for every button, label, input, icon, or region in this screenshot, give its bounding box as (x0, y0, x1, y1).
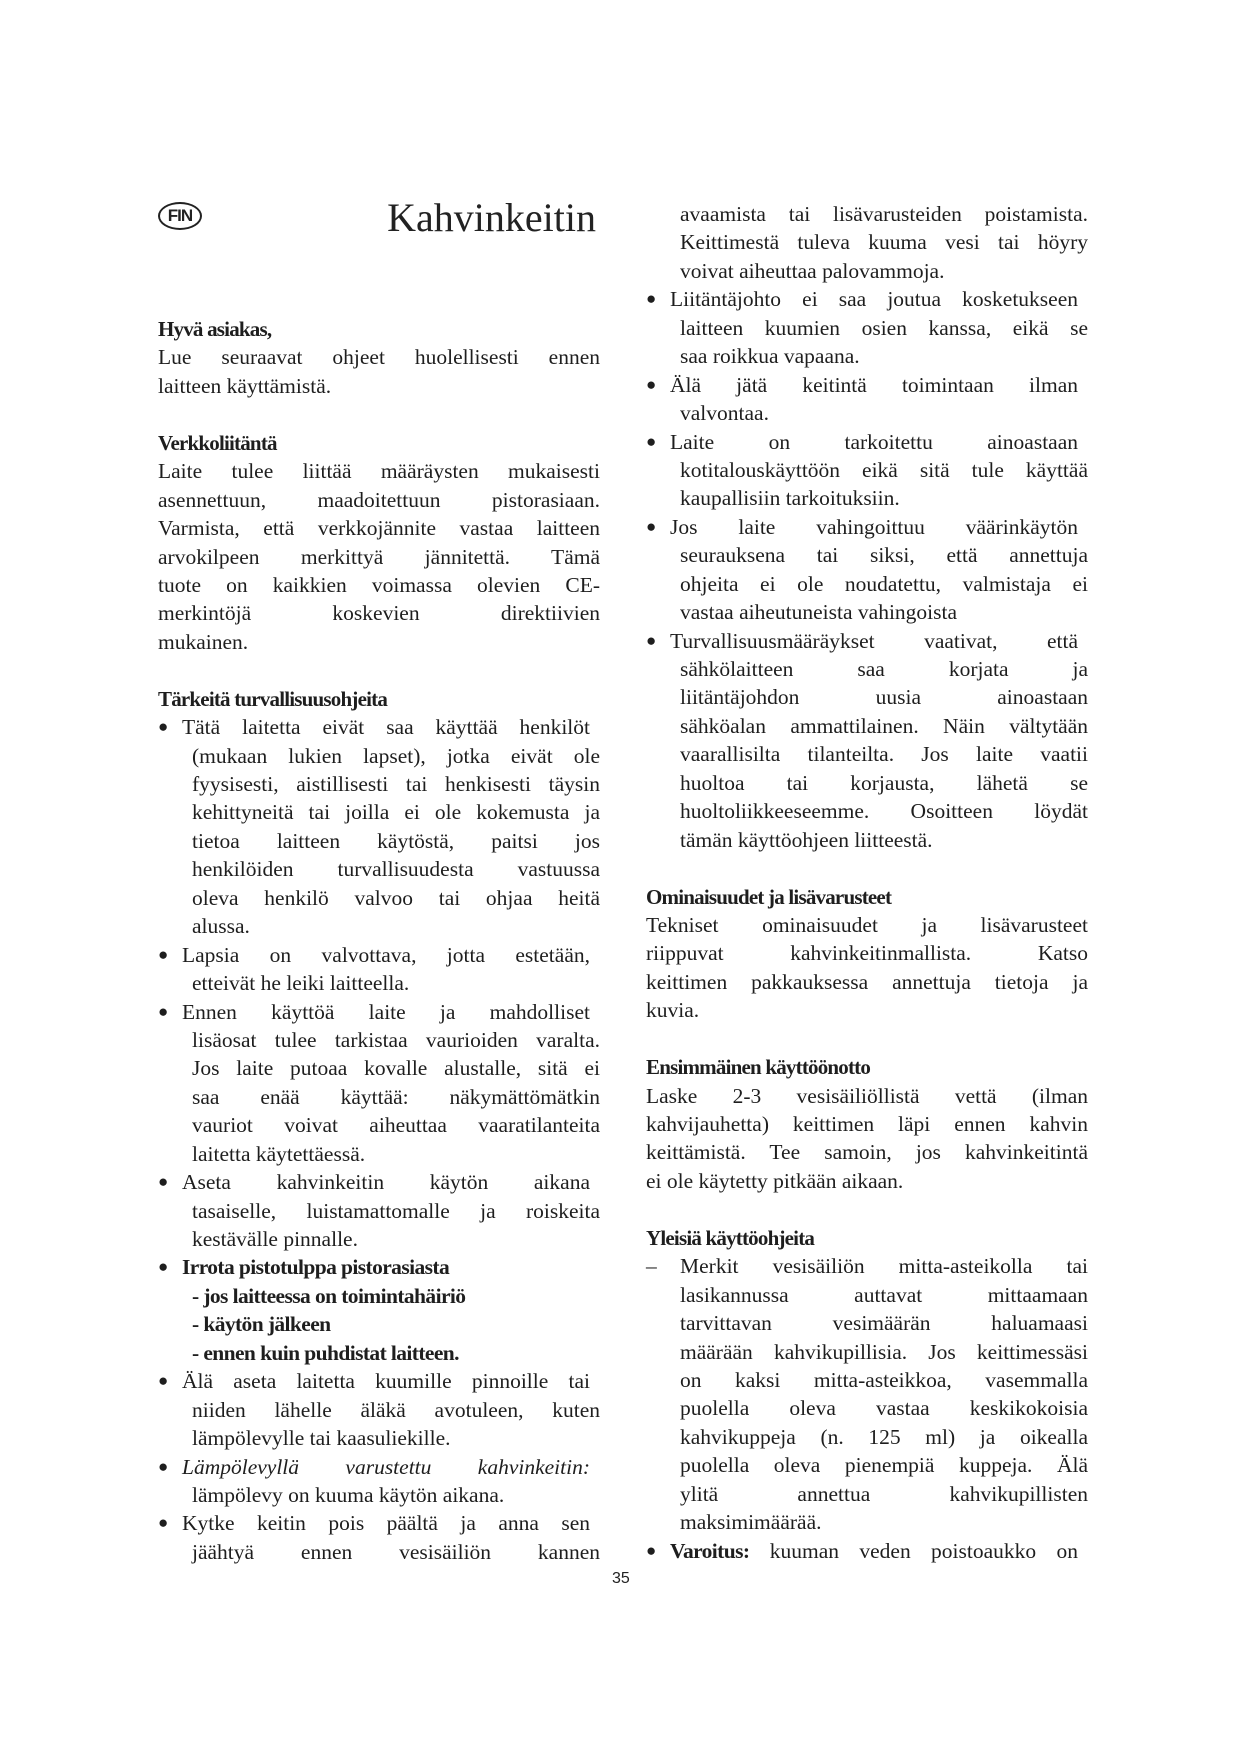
line-text: Laite on tarkoitettu ainoastaan (670, 429, 1078, 454)
line-text: merkintöjä koskevien direktiivien (158, 601, 600, 626)
paragraph (646, 1082, 1088, 1196)
line-text: Ennen käyttöä laite ja mahdolliset (182, 999, 590, 1024)
text-line (158, 372, 600, 400)
line-text: tämän käyttöohjeen liitteestä. (680, 827, 933, 852)
text-line (646, 1423, 1088, 1451)
line-text: kuvia. (646, 998, 700, 1023)
line-text: vastaa aiheutuneista vahingoista (680, 600, 958, 625)
line-text: Liitäntäjohto ei saa joutua kosketukseen (670, 287, 1078, 312)
line-text: Älä jätä keitintä toimintaan ilman (670, 372, 1078, 397)
text-line (158, 1282, 600, 1310)
line-text: puolella oleva vastaa keskikokoisia (680, 1396, 1088, 1421)
line-text: puolella oleva pienempiä kuppeja. Älä (680, 1453, 1088, 1478)
text-line (158, 457, 600, 485)
line-text: sähkölaitteen saa korjata ja (680, 657, 1088, 681)
line-text: lasikannussa auttavat mittaamaan (680, 1282, 1088, 1307)
line-text: liitäntäjohdon uusia ainoastaan (680, 685, 1088, 710)
line-text: Kytke keitin pois päältä ja anna sen (182, 1511, 590, 1536)
text-line (646, 428, 1088, 456)
blank-line (158, 656, 600, 684)
text-line (158, 1225, 600, 1253)
text-line (646, 1167, 1088, 1195)
text-line (646, 911, 1088, 939)
bullet-icon: ● (646, 516, 657, 536)
text-line (646, 712, 1088, 740)
bullet-item (158, 1453, 600, 1510)
text-line (158, 1453, 600, 1481)
section-heading: Verkkoliitäntä (158, 430, 277, 455)
line-text: ei ole käytetty pitkään aikaan. (646, 1168, 904, 1193)
language-badge-fin: FIN (158, 202, 202, 230)
text-line (646, 314, 1088, 342)
line-text: ylitä annettua kahvikupillisten (680, 1481, 1088, 1506)
text-line (158, 1367, 600, 1395)
line-text: huoltoliikkeeseemme. Osoitteen löydät (680, 799, 1088, 824)
paragraph (158, 457, 600, 656)
text-line (158, 1253, 600, 1281)
text-line (646, 939, 1088, 967)
text-line (646, 1082, 1088, 1110)
text-line (158, 969, 600, 997)
line-text: fyysisesti, aistillisesti tai henkisesti täysin (192, 772, 600, 796)
line-text: Tätä laitetta eivät saa käyttää henkilöt (182, 715, 590, 740)
line-text: - jos laitteessa on toimintahäiriö (192, 1283, 466, 1308)
text-line (158, 486, 600, 514)
bullet-item (646, 627, 1088, 855)
bullet-icon: ● (158, 1001, 169, 1021)
line-text: lämpölevylle tai kaasuliekille. (192, 1426, 451, 1451)
text-line (646, 541, 1088, 569)
bullet-icon: ● (158, 1371, 169, 1391)
line-text: Merkit vesisäiliön mitta-asteikolla tai (680, 1254, 1088, 1279)
line-text-rest: kuuman veden poistoaukko on (749, 1538, 1078, 1563)
line-text: ohjeita ei ole noudatettu, valmistaja ei (680, 571, 1088, 596)
bullet-item (158, 1367, 600, 1452)
bullet-icon: ● (158, 1456, 169, 1476)
text-line (646, 1110, 1088, 1138)
text-line (158, 998, 600, 1026)
text-line (158, 855, 600, 883)
line-text: vaarallisilta tilanteilta. Jos laite vaatii (680, 742, 1088, 767)
bullet-icon: ● (646, 1540, 657, 1560)
line-text: asennettuun, maadoitettuun pistorasiaan. (158, 487, 600, 512)
line-text: riippuvat kahvinkeitinmallista. Katso (646, 941, 1088, 966)
line-text: etteivät he leiki laitteella. (192, 971, 410, 996)
text-line (646, 342, 1088, 370)
line-text: laitteen kuumien osien kanssa, eikä se (680, 315, 1088, 340)
bullet-icon: ● (646, 374, 657, 394)
bullet-item (646, 285, 1088, 370)
line-text: saa roikkua vapaana. (680, 344, 860, 369)
text-line (646, 1281, 1088, 1309)
line-text: Älä aseta laitetta kuumille pinnoille tai (182, 1369, 590, 1394)
line-text: Lämpölevyllä varustettu kahvinkeitin: (182, 1454, 590, 1479)
line-text: Aseta kahvinkeitin käytön aikana (182, 1170, 590, 1195)
text-line (158, 514, 600, 542)
line-text: lisäosat tulee tarkistaa vaurioiden varalta. (192, 1027, 600, 1052)
line-text: kestävälle pinnalle. (192, 1227, 358, 1251)
text-line (158, 1538, 600, 1566)
text-line (158, 1396, 600, 1424)
paragraph (646, 911, 1088, 1025)
text-line (158, 1026, 600, 1054)
bullet-item (158, 998, 600, 1169)
paragraph (158, 343, 600, 400)
text-line (646, 655, 1088, 683)
line-text: (mukaan lukien lapset), jotka eivät ole (192, 743, 600, 768)
section-heading: Ominaisuudet ja lisävarusteet (646, 884, 892, 909)
text-line (158, 1083, 600, 1111)
line-text: - ennen kuin puhdistat laitteen. (192, 1340, 459, 1365)
text-line (158, 827, 600, 855)
line-text: Irrota pistotulppa pistorasiasta (182, 1255, 450, 1280)
text-line (158, 599, 600, 627)
line-text: Lapsia on valvottava, jotta estetään, (182, 942, 590, 967)
line-text: huoltoa tai korjausta, lähetä se (680, 770, 1088, 795)
text-line (646, 200, 1088, 228)
bullet-item (646, 371, 1088, 428)
right-column (646, 200, 1088, 1565)
text-line (646, 399, 1088, 427)
line-text: Lue seuraavat ohjeet huolellisesti ennen (158, 345, 600, 370)
text-line (646, 740, 1088, 768)
bullet-item (646, 513, 1088, 627)
line-text: vauriot voivat aiheuttaa vaaratilanteita (192, 1113, 600, 1138)
text-line (646, 484, 1088, 512)
text-line (158, 571, 600, 599)
bullet-icon: ● (158, 1172, 169, 1192)
line-text: - käytön jälkeen (192, 1312, 331, 1337)
text-line (158, 912, 600, 940)
dash-icon: – (646, 1254, 657, 1279)
text-line (646, 598, 1088, 626)
line-text: Varmista, että verkkojännite vastaa laitteen (158, 516, 600, 541)
line-text: laitetta käytettäessä. (192, 1141, 366, 1166)
text-line (646, 257, 1088, 285)
text-line (646, 1338, 1088, 1366)
section-heading: Ensimmäinen käyttöönotto (646, 1055, 871, 1080)
line-text: keittämistä. Tee samoin, jos kahvinkeitintä (646, 1140, 1088, 1165)
line-text: seurauksena tai siksi, että annettuja (680, 543, 1088, 568)
bullet-item (646, 428, 1088, 513)
line-text: tietoa laitteen käytöstä, paitsi jos (192, 828, 600, 853)
text-line (646, 1508, 1088, 1536)
section-heading: Tärkeitä turvallisuusohjeita (158, 686, 388, 711)
line-text: Keittimestä tuleva kuuma vesi tai höyry (680, 230, 1088, 255)
line-text: jäähtyä ennen vesisäiliön kannen (192, 1539, 600, 1564)
text-line (158, 884, 600, 912)
line-text (670, 1537, 1078, 1565)
text-line (158, 713, 600, 741)
page-number: 35 (612, 1570, 630, 1587)
line-text: keittimen pakkauksessa annettuja tietoja ja (646, 969, 1088, 994)
line-text: laitteen käyttämistä. (158, 373, 332, 398)
line-text: Laite tulee liittää määräysten mukaisesti (158, 459, 600, 484)
bullet-icon: ● (646, 289, 657, 309)
text-line (646, 371, 1088, 399)
blank-line (158, 400, 600, 428)
text-line (646, 513, 1088, 541)
text-line (158, 941, 600, 969)
line-text: Turvallisuusmääräykset vaativat, että (670, 628, 1078, 653)
line-text: on kaksi mitta-asteikkoa, vasemmalla (680, 1367, 1088, 1392)
line-text: sähköalan ammattilainen. Näin vältytään (680, 713, 1088, 738)
left-column (158, 315, 600, 1566)
bullet-icon: ● (158, 1257, 169, 1277)
text-line (158, 343, 600, 371)
line-text: henkilöiden turvallisuudesta vastuussa (192, 857, 600, 882)
bullet-item (158, 941, 600, 998)
line-text: avaamista tai lisävarusteiden poistamista. (680, 202, 1088, 226)
page-title: Kahvinkeitin (387, 195, 596, 240)
line-text: tarvittavan vesimäärän haluamaasi (680, 1311, 1088, 1336)
line-text: kaupallisiin tarkoituksiin. (680, 486, 900, 511)
dash-item (646, 1252, 1088, 1536)
warning-label: Varoitus: (670, 1538, 750, 1563)
paragraph (646, 200, 1088, 285)
text-line (646, 769, 1088, 797)
text-line (158, 1509, 600, 1537)
bullet-item (646, 1537, 1088, 1565)
line-text: oleva henkilö valvoo tai ohjaa heitä (192, 885, 600, 910)
line-text: Tekniset ominaisuudet ja lisävarusteet (646, 912, 1088, 937)
text-line (646, 1138, 1088, 1166)
section-heading: Yleisiä käyttöohjeita (646, 1225, 815, 1250)
text-line (646, 627, 1088, 655)
line-text: alussa. (192, 914, 250, 939)
text-line (646, 683, 1088, 711)
bullet-item (158, 1509, 600, 1566)
text-line (158, 1140, 600, 1168)
line-text: niiden lähelle äläkä avotuleen, kuten (192, 1397, 600, 1422)
line-text: kehittyneitä tai joilla ei ole kokemusta ja (192, 800, 600, 825)
text-line (646, 570, 1088, 598)
text-line (158, 628, 600, 656)
line-text: määrään kahvikupillisia. Jos keittimessäsi (680, 1339, 1088, 1364)
text-line (158, 1168, 600, 1196)
text-line (646, 996, 1088, 1024)
line-text: kahvijauhetta) keittimen läpi ennen kahvin (646, 1112, 1088, 1136)
line-text: lämpölevy on kuuma käytön aikana. (192, 1482, 505, 1507)
text-line (646, 1252, 1088, 1280)
line-text: voivat aiheuttaa palovammoja. (680, 258, 945, 283)
bullet-item (158, 713, 600, 941)
blank-line (646, 1025, 1088, 1053)
bullet-icon: ● (646, 431, 657, 451)
text-line (646, 1537, 1088, 1565)
text-line (158, 1424, 600, 1452)
bullet-icon: ● (158, 944, 169, 964)
blank-line (646, 1195, 1088, 1223)
line-text: tuote on kaikkien voimassa olevien CE- (158, 572, 600, 597)
bullet-icon: ● (158, 1513, 169, 1533)
text-line (646, 1451, 1088, 1479)
text-line (158, 543, 600, 571)
text-line (158, 1197, 600, 1225)
line-text: Laske 2-3 vesisäiliöllistä vettä (ilman (646, 1083, 1088, 1108)
text-line (646, 456, 1088, 484)
text-line (646, 228, 1088, 256)
text-line (646, 968, 1088, 996)
bullet-item (158, 1168, 600, 1253)
text-line (158, 1054, 600, 1082)
text-line (158, 1481, 600, 1509)
line-text: Jos laite vahingoittuu väärinkäytön (670, 514, 1078, 539)
line-text: arvokilpeen merkittyä jännitettä. Tämä (158, 544, 600, 569)
text-line (646, 1394, 1088, 1422)
text-line (158, 1111, 600, 1139)
text-line (158, 742, 600, 770)
section-heading: Hyvä asiakas, (158, 317, 272, 341)
text-line (646, 797, 1088, 825)
blank-line (646, 854, 1088, 882)
text-line (158, 798, 600, 826)
text-line (158, 1310, 600, 1338)
line-text: kotitalouskäyttöön eikä sitä tule käyttää (680, 457, 1088, 482)
bullet-icon: ● (646, 630, 657, 650)
text-line (158, 770, 600, 798)
line-text: saa enää käyttää: näkymättömätkin (192, 1084, 600, 1109)
line-text: tasaiselle, luistamattomalle ja roiskeita (192, 1198, 600, 1223)
line-text: mukainen. (158, 629, 249, 654)
line-text: kahvikuppeja (n. 125 ml) ja oikealla (680, 1424, 1088, 1449)
text-line (646, 1366, 1088, 1394)
bullet-icon: ● (158, 717, 169, 737)
line-text: maksimimäärää. (680, 1510, 822, 1535)
line-text: valvontaa. (680, 401, 769, 426)
text-line (646, 1309, 1088, 1337)
text-line (646, 285, 1088, 313)
text-line (646, 1480, 1088, 1508)
line-text: Jos laite putoaa kovalle alustalle, sitä ei (192, 1056, 600, 1081)
text-line (158, 1339, 600, 1367)
text-line (646, 826, 1088, 854)
bullet-item (158, 1253, 600, 1367)
